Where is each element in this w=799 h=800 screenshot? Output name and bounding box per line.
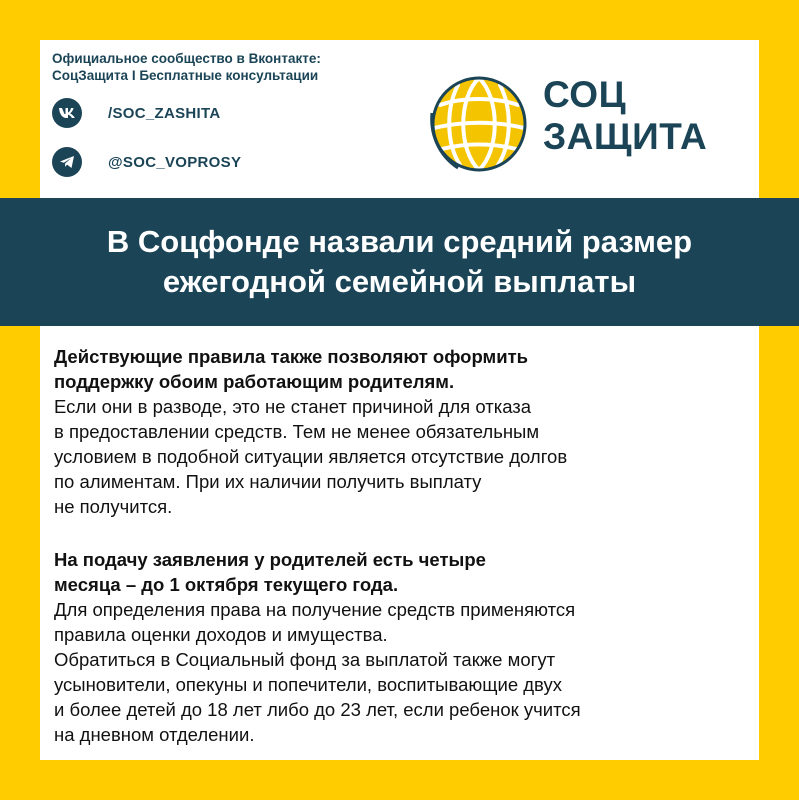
page-title <box>20 222 780 302</box>
p2-line4: усыновители, опекуны и попечители, воспитывающие двух <box>54 674 562 695</box>
p1-bold-line2: поддержку обоим работающим родителям. <box>54 371 455 392</box>
header-card <box>40 40 759 198</box>
p2-bold-line1: На подачу заявления у родителей есть четыре <box>54 549 486 570</box>
p2-line3: Обратиться в Социальный фонд за выплатой также могут <box>54 649 556 670</box>
globe-logo-icon <box>428 73 530 175</box>
p2-line5: и более детей до 18 лет либо до 23 лет, если ребенок учится <box>54 699 581 720</box>
p2-line1: Для определения права на получение средств применяются <box>54 599 576 620</box>
community-title: Официальное сообщество в Вконтакте: <box>52 51 321 66</box>
p1-line4: по алиментам. При их наличии получить выплату <box>54 471 482 492</box>
paragraph-deadline <box>54 547 754 747</box>
vk-link[interactable] <box>52 98 221 128</box>
telegram-handle: @SOC_VOPROSY <box>108 153 242 171</box>
p2-line6: на дневном отделении. <box>54 724 255 745</box>
p2-bold-line2: месяца – до 1 октября текущего года. <box>54 574 399 595</box>
logo-wordmark <box>543 74 707 158</box>
headline-banner <box>0 198 799 326</box>
vk-handle: /SOC_ZASHITA <box>108 104 221 122</box>
paragraph-parents <box>54 344 754 519</box>
p1-line5: не получится. <box>54 496 173 517</box>
p1-line1: Если они в разводе, это не станет причиной для отказа <box>54 396 532 417</box>
vk-icon <box>52 98 82 128</box>
logo-line2: ЗАЩИТА <box>543 116 708 157</box>
logo-line1: СОЦ <box>543 74 627 115</box>
p2-line2: правила оценки доходов и имущества. <box>54 624 388 645</box>
p1-bold-line1: Действующие правила также позволяют оформить <box>54 346 528 367</box>
p1-line2: в предоставлении средств. Тем не менее обязательным <box>54 421 540 442</box>
title-line1: В Соцфонде назвали средний размер <box>106 224 693 259</box>
telegram-link[interactable] <box>52 147 241 177</box>
article-card <box>40 326 759 760</box>
telegram-icon <box>52 147 82 177</box>
title-line2: ежегодной семейной выплаты <box>162 264 637 299</box>
community-info <box>52 50 321 84</box>
p1-line3: условием в подобной ситуации является отсутствие долгов <box>54 446 568 467</box>
community-subtitle: СоцЗащита I Бесплатные консультации <box>52 68 319 83</box>
